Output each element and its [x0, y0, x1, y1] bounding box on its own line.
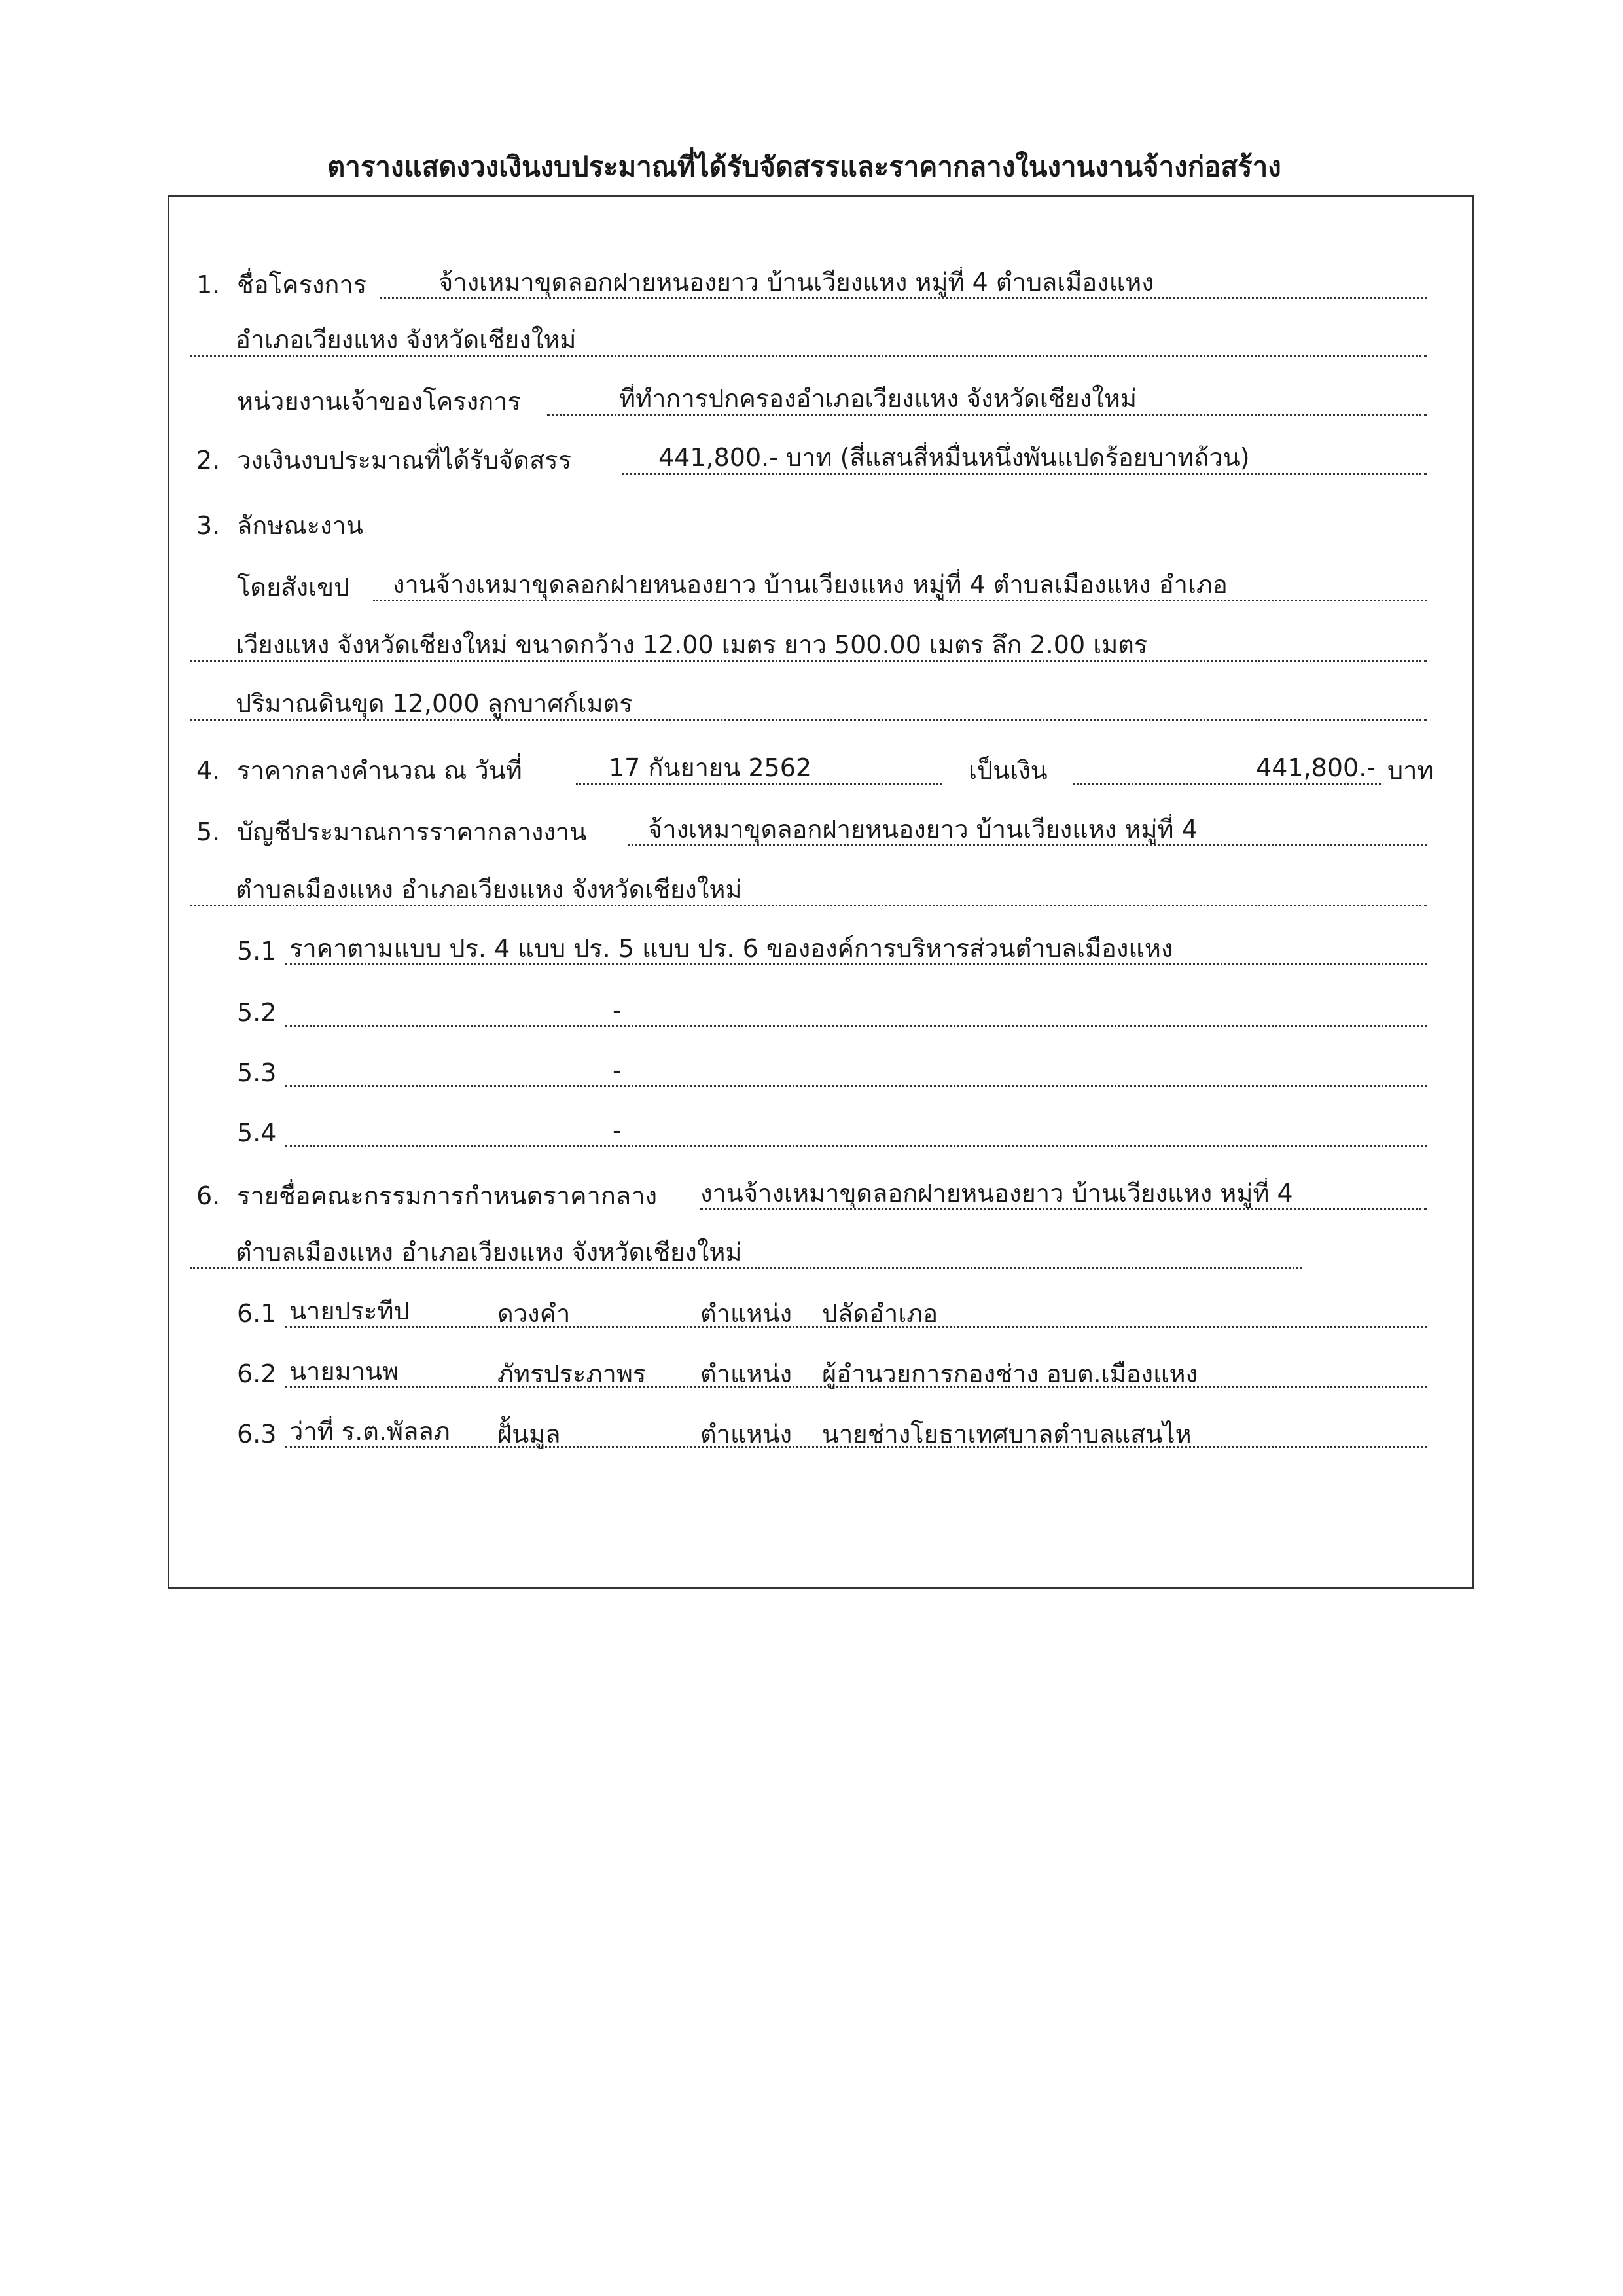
member-6-3-last: ฝั้นมูล — [497, 1420, 561, 1448]
member-6-1-first: นายประทีป — [289, 1297, 410, 1325]
item1-number: 1. — [196, 270, 221, 299]
item1-owner-label: หน่วยงานเจ้าของโครงการ — [237, 387, 521, 416]
member-6-1-pos-label: ตำแหน่ง — [700, 1299, 793, 1328]
item3-line3: ปริมาณดินขุด 12,000 ลูกบาศก์เมตร — [236, 689, 633, 718]
item5-field — [628, 814, 1427, 846]
item3-summary-field-3 — [190, 689, 1427, 721]
item3-summary-label: โดยสังเขป — [237, 573, 350, 601]
sub-5-2-value: - — [613, 996, 622, 1024]
sub-5-3-value: - — [613, 1056, 622, 1085]
member-6-1-number: 6.1 — [237, 1299, 277, 1328]
item4-amount-field — [1073, 753, 1381, 785]
member-6-3-number: 6.3 — [237, 1420, 277, 1448]
item2-number: 2. — [196, 446, 221, 475]
item1-owner-field — [547, 384, 1427, 416]
item4-amount: 441,800.- — [1256, 753, 1376, 782]
item2-label: วงเงินงบประมาณที่ได้รับจัดสรร — [237, 446, 571, 475]
member-6-3-first: ว่าที่ ร.ต.พัลลภ — [289, 1417, 450, 1446]
sub-5-1-field — [285, 933, 1427, 965]
sub-5-1-number: 5.1 — [237, 937, 277, 965]
member-6-3-position: นายช่างโยธาเทศบาลตำบลแสนไห — [822, 1420, 1192, 1448]
item6-field-2 — [190, 1237, 1302, 1269]
sub-5-1-value: ราคาตามแบบ ปร. 4 แบบ ปร. 5 แบบ ปร. 6 ขององค์การบริหารส่วนตำบลเมืองแหง — [289, 934, 1173, 963]
item5-number: 5. — [196, 817, 221, 846]
item4-number: 4. — [196, 756, 221, 785]
item6-line1: งานจ้างเหมาขุดลอกฝายหนองยาว บ้านเวียงแหง หมู่ที่ 4 — [700, 1179, 1293, 1208]
member-6-1-position: ปลัดอำเภอ — [822, 1299, 938, 1328]
item4-date: 17 กันยายน 2562 — [609, 753, 812, 782]
document-title: ตารางแสดงวงเงินงบประมาณที่ได้รับจัดสรรและราคากลางในงานงานจ้างก่อสร้าง — [327, 151, 1281, 183]
item3-line1: งานจ้างเหมาขุดลอกฝายหนองยาว บ้านเวียงแหง หมู่ที่ 4 ตำบลเมืองแหง อำเภอ — [393, 570, 1228, 599]
item1-project-name-line1: จ้างเหมาขุดลอกฝายหนองยาว บ้านเวียงแหง หมู่ที่ 4 ตำบลเมืองแหง — [438, 268, 1154, 296]
item2-budget-value: 441,800.- บาท (สี่แสนสี่หมื่นหนึ่งพันแปดร้อยบาทถ้วน) — [658, 443, 1250, 472]
member-6-2-number: 6.2 — [237, 1359, 277, 1388]
item5-line2: ตำบลเมืองแหง อำเภอเวียงแหง จังหวัดเชียงใหม่ — [236, 875, 742, 904]
item5-line1: จ้างเหมาขุดลอกฝายหนองยาว บ้านเวียงแหง หมู่ที่ 4 — [648, 815, 1198, 844]
item3-summary-field — [373, 569, 1427, 601]
item6-number: 6. — [196, 1181, 221, 1210]
item4-date-field — [576, 753, 942, 785]
member-6-2-first: นายมานพ — [289, 1357, 399, 1386]
member-6-2-pos-label: ตำแหน่ง — [700, 1359, 793, 1388]
member-6-3-pos-label: ตำแหน่ง — [700, 1420, 793, 1448]
sub-5-3-number: 5.3 — [237, 1058, 277, 1087]
item3-summary-field-2 — [190, 630, 1427, 662]
item6-label: รายชื่อคณะกรรมการกำหนดราคากลาง — [237, 1181, 658, 1210]
item1-project-name-line2: อำเภอเวียงแหง จังหวัดเชียงใหม่ — [236, 325, 577, 354]
sub-5-3-field — [285, 1055, 1427, 1087]
sub-5-4-field — [285, 1115, 1427, 1147]
sub-5-4-value: - — [613, 1116, 622, 1145]
item3-line2: เวียงแหง จังหวัดเชียงใหม่ ขนาดกว้าง 12.00 เมตร ยาว 500.00 เมตร ลึก 2.00 เมตร — [236, 630, 1148, 659]
item2-budget-field — [622, 442, 1427, 475]
member-6-2-last: ภัทรประภาพร — [497, 1359, 647, 1388]
item4-unit: บาท — [1387, 756, 1434, 785]
item3-number: 3. — [196, 511, 221, 540]
item1-label: ชื่อโครงการ — [237, 270, 367, 299]
item4-label: ราคากลางคำนวณ ณ วันที่ — [237, 756, 522, 785]
sub-5-2-field — [285, 995, 1427, 1027]
item6-line2: ตำบลเมืองแหง อำเภอเวียงแหง จังหวัดเชียงใหม่ — [236, 1238, 742, 1266]
item5-field-2 — [190, 874, 1427, 906]
member-6-2-position: ผู้อำนวยการกองช่าง อบต.เมืองแหง — [822, 1359, 1198, 1388]
item6-field — [700, 1178, 1427, 1210]
member-6-1-last: ดวงคำ — [497, 1299, 571, 1328]
sub-5-2-number: 5.2 — [237, 998, 277, 1027]
item4-amount-label: เป็นเงิน — [969, 756, 1048, 785]
item1-project-name-field — [380, 267, 1427, 299]
item1-project-name-field-cont — [190, 325, 1427, 357]
item3-label: ลักษณะงาน — [237, 511, 363, 540]
sub-5-4-number: 5.4 — [237, 1119, 277, 1147]
item1-owner-value: ที่ทำการปกครองอำเภอเวียงแหง จังหวัดเชียงใหม่ — [619, 384, 1137, 413]
item5-label: บัญชีประมาณการราคากลางงาน — [237, 817, 587, 846]
